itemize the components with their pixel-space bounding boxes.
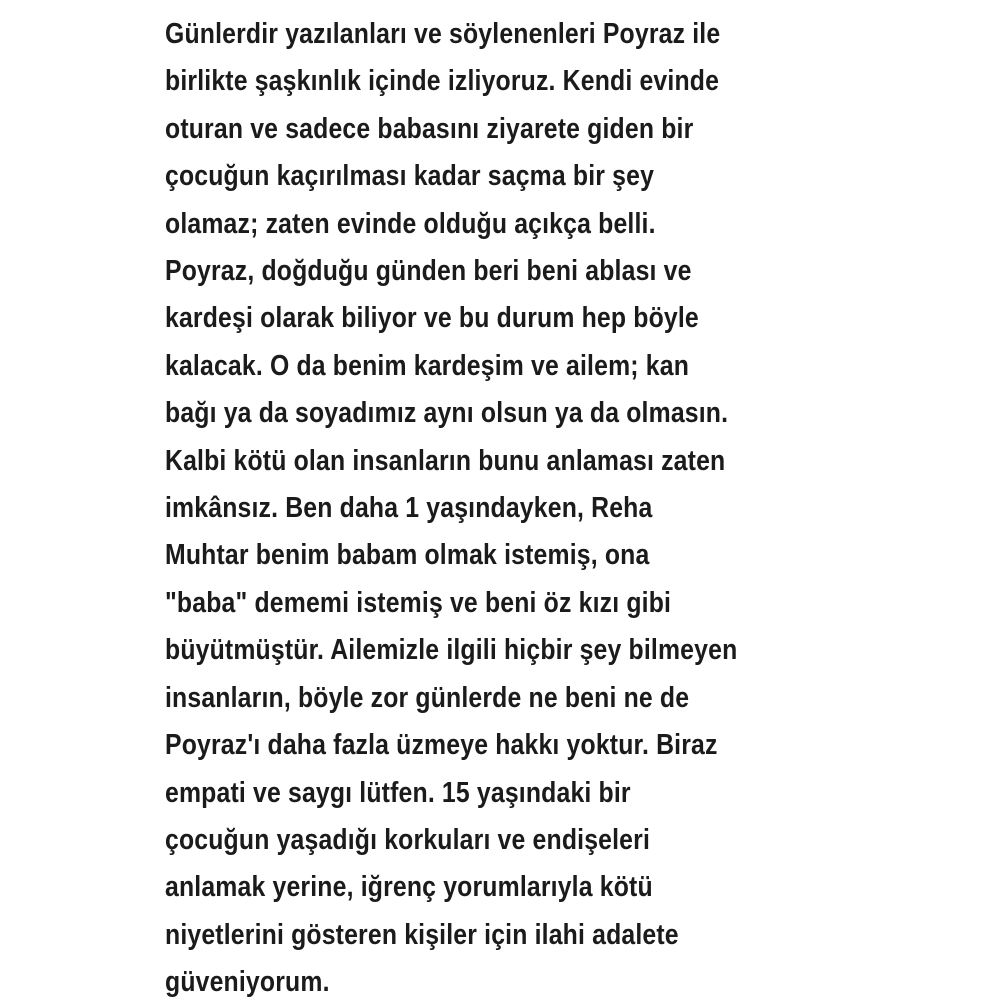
statement-text-block [165,11,849,1007]
text-line: empati ve saygı lütfen. 15 yaşındaki bir [165,776,631,809]
text-line: çocuğun yaşadığı korkuları ve endişeleri [165,823,651,856]
text-line: kalacak. O da benim kardeşim ve ailem; kan [165,349,690,382]
text-line: anlamak yerine, iğrenç yorumlarıyla kötü [165,871,653,904]
text-line: Kalbi kötü olan insanların bunu anlaması zaten [165,444,726,477]
text-line: niyetlerini gösteren kişiler için ilahi adalete [165,918,679,951]
text-line: Günlerdir yazılanları ve söylenenleri Poyraz ile [165,18,721,50]
text-line: çocuğun kaçırılması kadar saçma bir şey [165,160,655,193]
text-line: kardeşi olarak biliyor ve bu durum hep böyle [165,302,699,335]
text-line: imkânsız. Ben daha 1 yaşındayken, Reha [165,492,653,525]
text-line: Muhtar benim babam olmak istemiş, ona [165,539,650,572]
text-line: oturan ve sadece babasını ziyarete giden bir [165,112,694,145]
text-line: Poyraz'ı daha fazla üzmeye hakkı yoktur. Biraz [165,729,718,762]
text-line: Poyraz, doğduğu günden beri beni ablası ve [165,255,692,288]
text-line: birlikte şaşkınlık içinde izliyoruz. Kendi evinde [165,65,720,98]
text-line: "baba" dememi istemiş ve beni öz kızı gibi [165,586,672,619]
text-line: insanların, böyle zor günlerde ne beni ne de [165,681,690,714]
text-line: büyütmüştür. Ailemizle ilgili hiçbir şey bilmeyen [165,634,738,667]
text-line: güveniyorum. [165,966,330,999]
text-line: olamaz; zaten evinde olduğu açıkça belli. [165,207,656,240]
text-line: bağı ya da soyadımız aynı olsun ya da olmasın. [165,397,729,430]
